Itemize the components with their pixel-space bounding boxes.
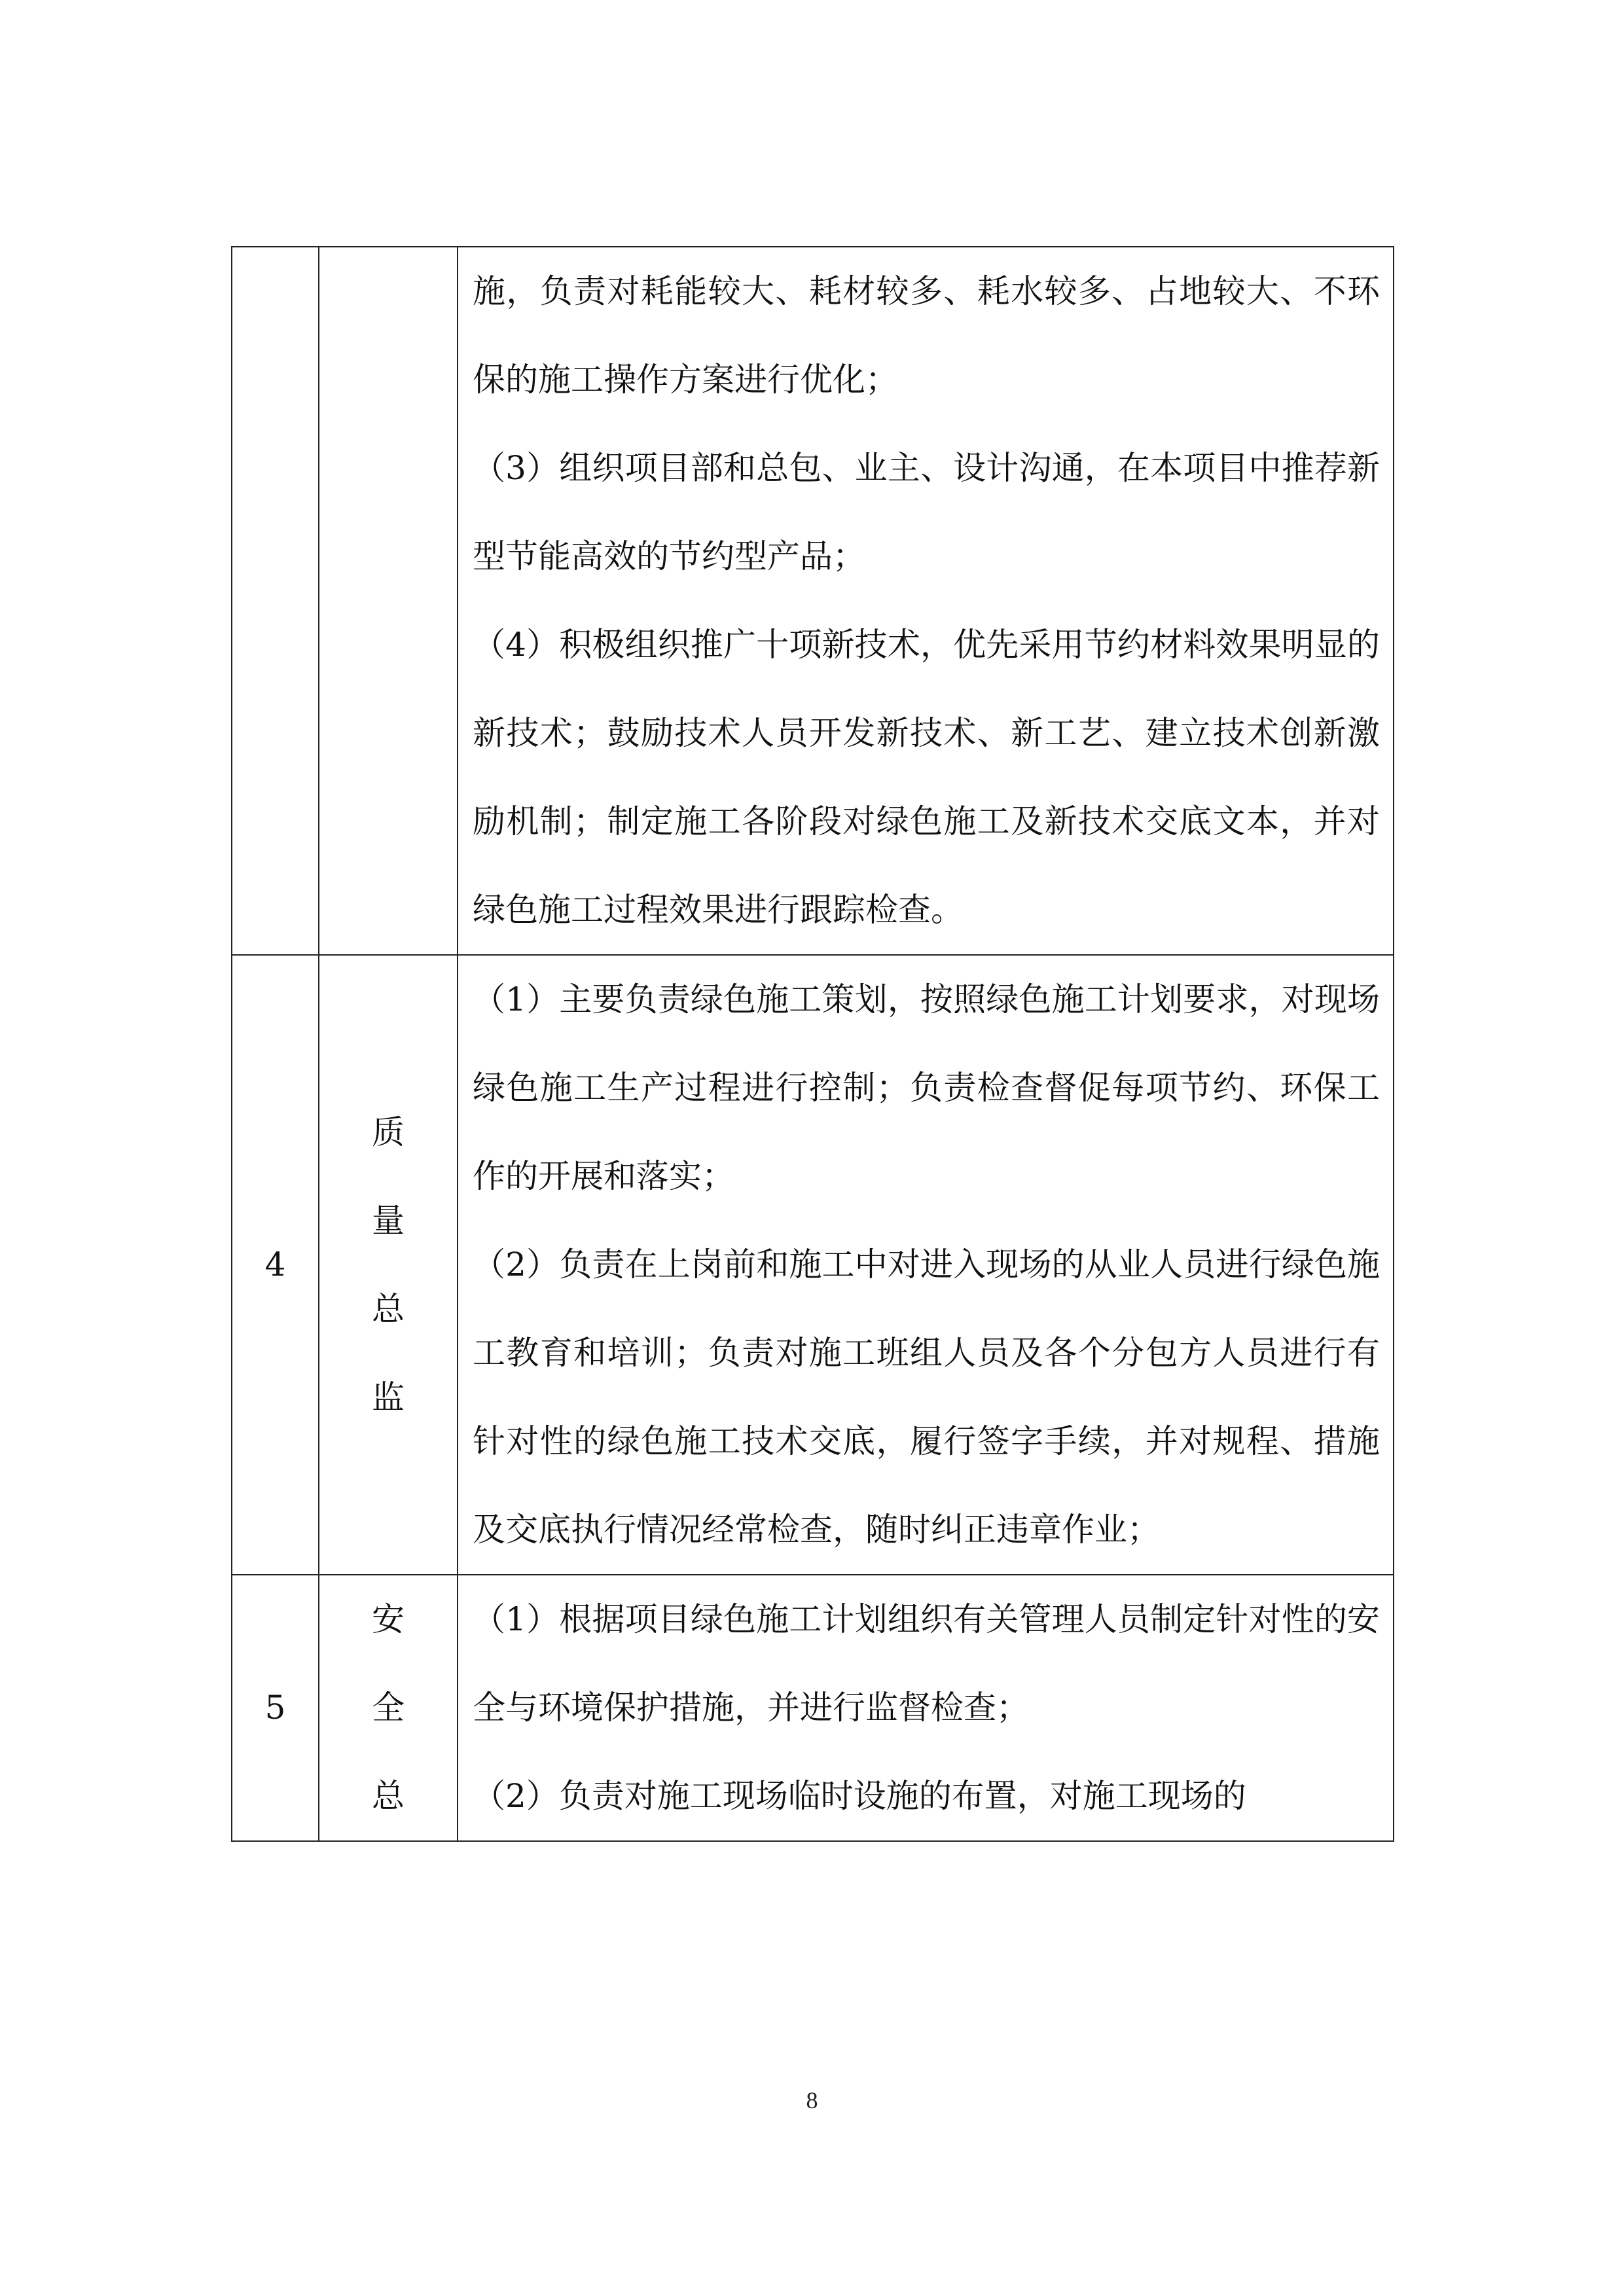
table-row	[232, 247, 1394, 955]
row-number-cell: 4	[232, 955, 319, 1575]
role-char: 质	[372, 1113, 405, 1151]
duty-paragraph: （4）积极组织推广十项新技术，优先采用节约材料效果明显的新技术；鼓励技术人员开发新技术、新工艺、建立技术创新激励机制；制定施工各阶段对绿色施工及新技术交底文本，并对绿色施工过程效果进行跟踪检查。	[473, 626, 1380, 929]
responsibility-table	[231, 246, 1394, 1842]
role-cell	[319, 1575, 458, 1841]
role-char: 量	[372, 1201, 405, 1240]
role-char: 安	[372, 1600, 405, 1638]
role-cell	[319, 247, 458, 955]
duty-paragraph: 施，负责对耗能较大、耗材较多、耗水较多、占地较大、不环保的施工操作方案进行优化；	[473, 272, 1380, 399]
role-cell	[319, 955, 458, 1575]
duty-paragraph: （3）组织项目部和总包、业主、设计沟通，在本项目中推荐新型节能高效的节约型产品；	[473, 449, 1380, 575]
role-char: 总	[372, 1777, 405, 1815]
duty-cell	[458, 247, 1394, 955]
duty-paragraph: （2）负责在上岗前和施工中对进入现场的从业人员进行绿色施工教育和培训；负责对施工班组人员及各个分包方人员进行有针对性的绿色施工技术交底，履行签字手续，并对规程、措施及交底执行情况经常检查，随时纠正违章作业；	[473, 1246, 1380, 1549]
duty-cell	[458, 1575, 1394, 1841]
role-char: 总	[372, 1289, 405, 1328]
table-row	[232, 955, 1394, 1575]
row-number-cell: 5	[232, 1575, 319, 1841]
duty-paragraph: （2）负责对施工现场临时设施的布置，对施工现场的	[473, 1777, 1246, 1815]
table-row	[232, 1575, 1394, 1841]
role-char: 全	[372, 1689, 405, 1727]
duty-paragraph: （1）根据项目绿色施工计划组织有关管理人员制定针对性的安全与环境保护措施，并进行监督检查；	[473, 1600, 1380, 1727]
page-number: 8	[806, 2087, 818, 2113]
duty-cell	[458, 955, 1394, 1575]
duty-paragraph: （1）主要负责绿色施工策划，按照绿色施工计划要求，对现场绿色施工生产过程进行控制；负责检查督促每项节约、环保工作的开展和落实；	[473, 980, 1380, 1195]
role-char: 监	[372, 1378, 405, 1416]
row-number-cell	[232, 247, 319, 955]
